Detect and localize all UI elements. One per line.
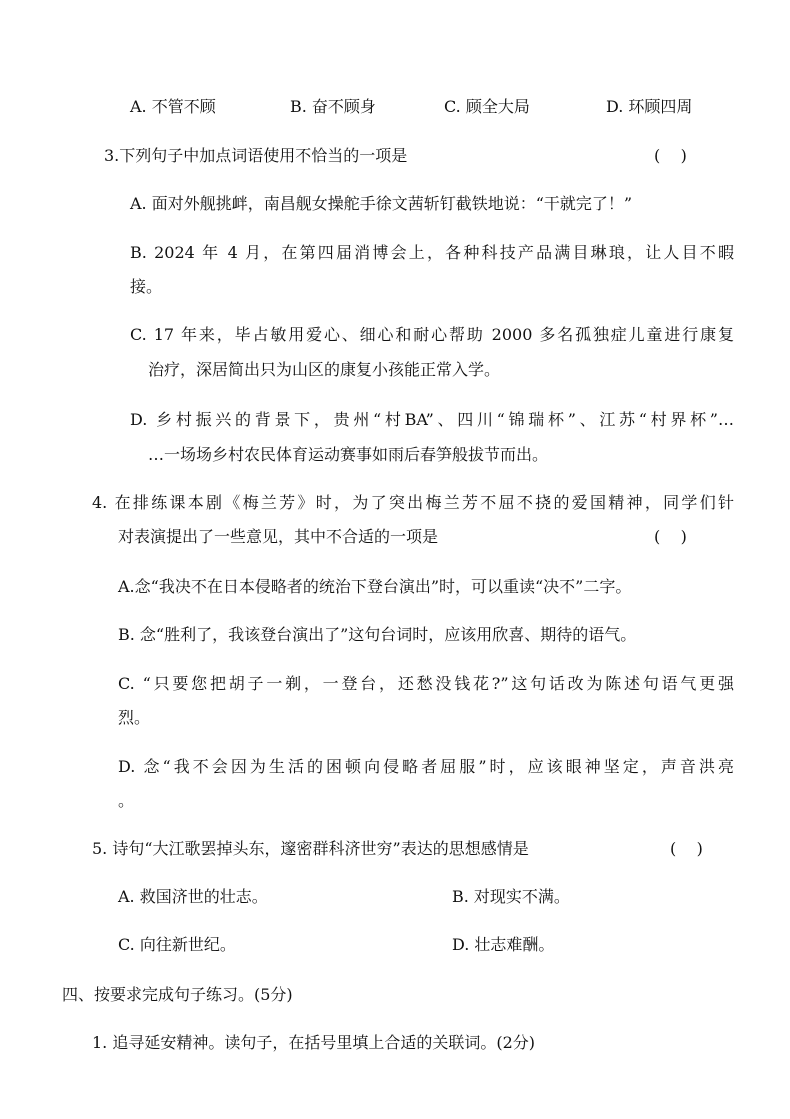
q2-option-a: A. 不管不顾 bbox=[130, 97, 216, 116]
q3-option-d-line2: …一场场乡村农民体育运动赛事如雨后春笋般拔节而出。 bbox=[148, 445, 549, 464]
q5-answer-paren: ( ) bbox=[670, 839, 703, 858]
q3-option-b-line1: B. 2024 年 4 月，在第四届消博会上，各种科技产品满目琳琅，让人目不暇 bbox=[130, 243, 734, 262]
q4-option-b: B. 念“胜利了，我该登台演出了”这句台词时，应该用欣喜、期待的语气。 bbox=[118, 625, 637, 644]
q4-stem-line1: 4. 在排练课本剧《梅兰芳》时，为了突出梅兰芳不屈不挠的爱国精神，同学们针 bbox=[92, 493, 734, 512]
q2-option-b: B. 奋不顾身 bbox=[290, 97, 376, 116]
q5-option-d: D. 壮志难酬。 bbox=[452, 935, 555, 954]
q2-option-d: D. 环顾四周 bbox=[606, 97, 693, 116]
q4-option-c-line1: C. “只要您把胡子一剃，一登台，还愁没钱花?”这句话改为陈述句语气更强 bbox=[118, 674, 734, 693]
section4-q1: 1. 追寻延安精神。读句子，在括号里填上合适的关联词。(2分) bbox=[92, 1033, 536, 1052]
q3-stem: 3.下列句子中加点词语使用不恰当的一项是 bbox=[104, 146, 408, 165]
q3-option-d-line1: D. 乡村振兴的背景下，贵州“村BA”、四川“锦瑞杯”、江苏“村界杯”… bbox=[130, 410, 734, 429]
q4-answer-paren: ( ) bbox=[654, 527, 687, 546]
q5-option-c: C. 向往新世纪。 bbox=[118, 935, 236, 954]
q3-option-c-line2: 治疗，深居简出只为山区的康复小孩能正常入学。 bbox=[148, 360, 501, 379]
section4-title: 四、按要求完成句子练习。(5分) bbox=[62, 985, 293, 1004]
q2-option-c: C. 顾全大局 bbox=[444, 97, 530, 116]
q5-option-a: A. 救国济世的壮志。 bbox=[118, 887, 268, 906]
q5-option-b: B. 对现实不满。 bbox=[452, 887, 570, 906]
q3-option-b-line2: 接。 bbox=[130, 277, 163, 296]
q4-option-d-line1: D. 念“我不会因为生活的困顿向侵略者屈服”时，应该眼神坚定，声音洪亮 bbox=[118, 757, 734, 776]
q4-stem-line2: 对表演提出了一些意见，其中不合适的一项是 bbox=[118, 527, 439, 546]
q5-stem: 5. 诗句“大江歌罢掉头东，邃密群科济世穷”表达的思想感情是 bbox=[92, 839, 529, 858]
q3-answer-paren: ( ) bbox=[654, 146, 687, 165]
q4-option-a: A.念“我决不在日本侵略者的统治下登台演出”时，可以重读“决不”二字。 bbox=[118, 577, 632, 596]
q3-option-c-line1: C. 17 年来，毕占敏用爱心、细心和耐心帮助 2000 多名孤独症儿童进行康复 bbox=[130, 325, 734, 344]
q4-option-d-line2: 。 bbox=[118, 791, 135, 810]
q3-option-a: A. 面对外舰挑衅，南昌舰女操舵手徐文茜斩钉截铁地说：“干就完了！” bbox=[130, 194, 633, 213]
q4-option-c-line2: 烈。 bbox=[118, 708, 151, 727]
